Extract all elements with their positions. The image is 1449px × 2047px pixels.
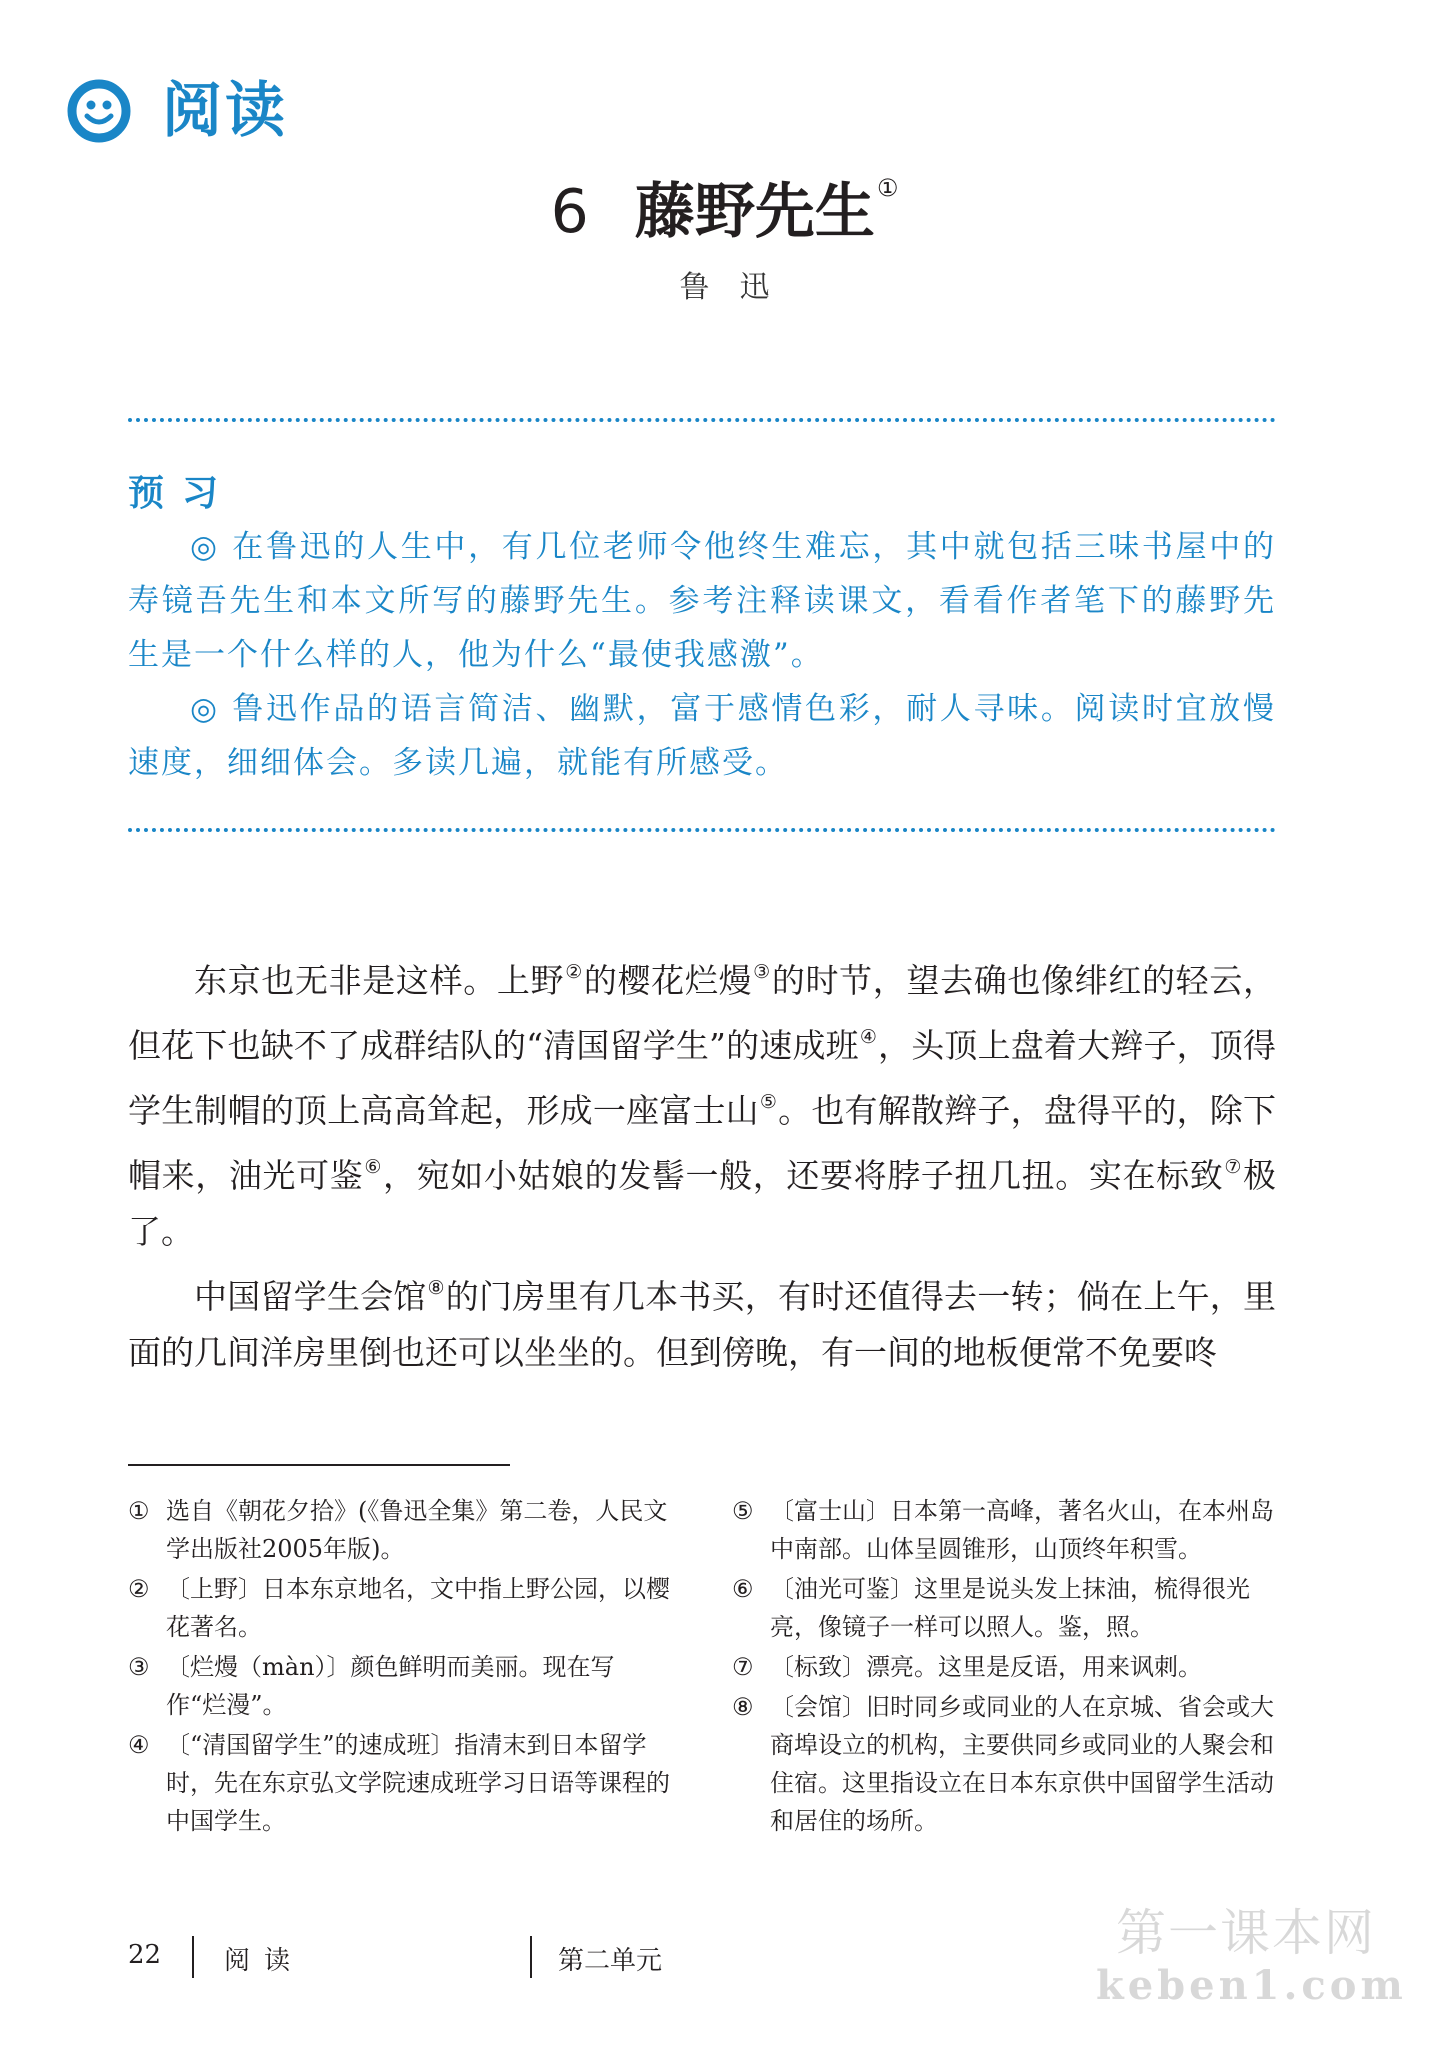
footnote-text: 〔“清国留学生”的速成班〕指清末到日本留学时，先在东京弘文学院速成班学习日语等课程的中国学生。: [166, 1731, 670, 1835]
text-run: 。也有解散辫子，盘得平的，除下帽来，油光可鉴: [128, 1091, 1277, 1195]
footnote: [732, 1648, 1278, 1686]
footer-unit: 第二单元: [558, 1946, 663, 1976]
footer-section: 阅读: [224, 1946, 305, 1976]
footnote-ref[interactable]: ⑦: [1224, 1156, 1242, 1178]
preview-paragraph: ◎ 鲁迅作品的语言简洁、幽默，富于感情色彩，耐人寻味。阅读时宜放慢速度，细细体会。多读几遍，就能有所感受。: [128, 691, 1276, 781]
footnote-number: ③: [128, 1653, 150, 1681]
footnote-number: ①: [128, 1497, 150, 1525]
text-run: ，头顶上盘着大辫子，顶得学生制帽的顶上高高耸起，形成一座富士山: [128, 1026, 1276, 1130]
footnote: [732, 1570, 1278, 1646]
watermark-en: keben1.com: [1096, 1962, 1407, 2009]
footnote-number: ④: [128, 1731, 150, 1759]
footnotes-left-column: [128, 1492, 670, 1842]
body-paragraph: [128, 944, 1276, 1260]
lesson-title-text: 藤野先生: [634, 177, 875, 247]
footnote: [128, 1570, 670, 1646]
footnote-number: ②: [128, 1575, 150, 1603]
footnote-rule: [128, 1464, 510, 1466]
text-run: 中国留学生会馆: [194, 1277, 427, 1316]
footnote-ref[interactable]: ④: [859, 1026, 878, 1048]
footnote-ref[interactable]: ③: [753, 961, 771, 983]
preview-label: 预习: [128, 472, 237, 514]
smiley-face-icon: [66, 78, 132, 144]
footnote-number: ⑦: [732, 1653, 754, 1681]
watermark: [1096, 1902, 1407, 2009]
lesson-title: [0, 148, 1449, 252]
page-number: 22: [128, 1940, 162, 1970]
footnote-number: ⑧: [732, 1693, 754, 1721]
text-run: ，宛如小姑娘的发髻一般，还要将脖子扭几扭。实在标致: [382, 1156, 1224, 1195]
footnote-text: 〔上野〕日本东京地名，文中指上野公园，以樱花著名。: [166, 1575, 670, 1641]
footnote: [128, 1648, 670, 1724]
footnote-text: 〔油光可鉴〕这里是说头发上抹油，梳得很光亮，像镜子一样可以照人。鉴，照。: [770, 1575, 1250, 1641]
section-title: 阅读: [162, 76, 288, 146]
title-footnote-ref[interactable]: ①: [876, 174, 899, 202]
footnote-text: 〔标致〕漂亮。这里是反语，用来讽刺。: [770, 1653, 1202, 1681]
text-run: 的时节，望去确也像绯红的轻云，但花下也缺不了成群结队的“清国留学生”的速成班: [128, 961, 1276, 1065]
footnote-text: 〔富士山〕日本第一高峰，著名火山，在本州岛中南部。山体呈圆锥形，山顶终年积雪。: [770, 1497, 1274, 1563]
preview-bottom-divider: [128, 828, 1276, 832]
footnote-ref[interactable]: ⑧: [427, 1277, 445, 1299]
footnote-text: 〔烂熳（màn）〕颜色鲜明而美丽。现在写作“烂漫”。: [166, 1653, 615, 1719]
preview-paragraph: ◎ 在鲁迅的人生中，有几位老师令他终生难忘，其中就包括三味书屋中的寿镜吾先生和本文所写的藤野先生。参考注释读课文，看看作者笔下的藤野先生是一个什么样的人，他为什么“最使我感激”。: [128, 529, 1276, 673]
footer-divider: [530, 1936, 532, 1978]
footnote-ref[interactable]: ②: [565, 961, 583, 983]
footer-divider: [192, 1936, 194, 1978]
section-header: [66, 78, 288, 144]
footnote-text: 〔会馆〕旧时同乡或同业的人在京城、省会或大商埠设立的机构，主要供同乡或同业的人聚会和住宿。这里指设立在日本东京供中国留学生活动和居住的场所。: [770, 1693, 1274, 1835]
text-run: 的门房里有几本书买，有时还值得去一转；倘在上午，里面的几间洋房里倒也还可以坐坐的。但到傍晚，有一间的地板便常不免要咚: [128, 1277, 1277, 1372]
preview-body: [128, 520, 1276, 790]
lesson-number: 6: [550, 177, 589, 247]
footnote-ref[interactable]: ⑤: [759, 1091, 778, 1113]
footnote-ref[interactable]: ⑥: [364, 1156, 382, 1178]
text-run: 极了。: [128, 1156, 1276, 1251]
watermark-cn: 第一课本网: [1116, 1904, 1376, 1962]
footnote-number: ⑥: [732, 1575, 754, 1603]
footnote: [128, 1726, 670, 1840]
text-run: 的樱花烂熳: [583, 961, 753, 1000]
main-text: [128, 944, 1276, 1381]
preview-top-divider: [128, 418, 1276, 422]
author: 鲁迅: [679, 270, 800, 305]
footnote: [732, 1688, 1278, 1840]
body-paragraph: [128, 1260, 1276, 1381]
footnote: [732, 1492, 1278, 1568]
footnote-text: 选自《朝花夕拾》(《鲁迅全集》第二卷，人民文学出版社2005年版)。: [166, 1497, 668, 1563]
footnote-number: ⑤: [732, 1497, 754, 1525]
footnote: [128, 1492, 670, 1568]
text-run: 东京也无非是这样。上野: [194, 961, 565, 1000]
footnotes-right-column: [732, 1492, 1278, 1842]
